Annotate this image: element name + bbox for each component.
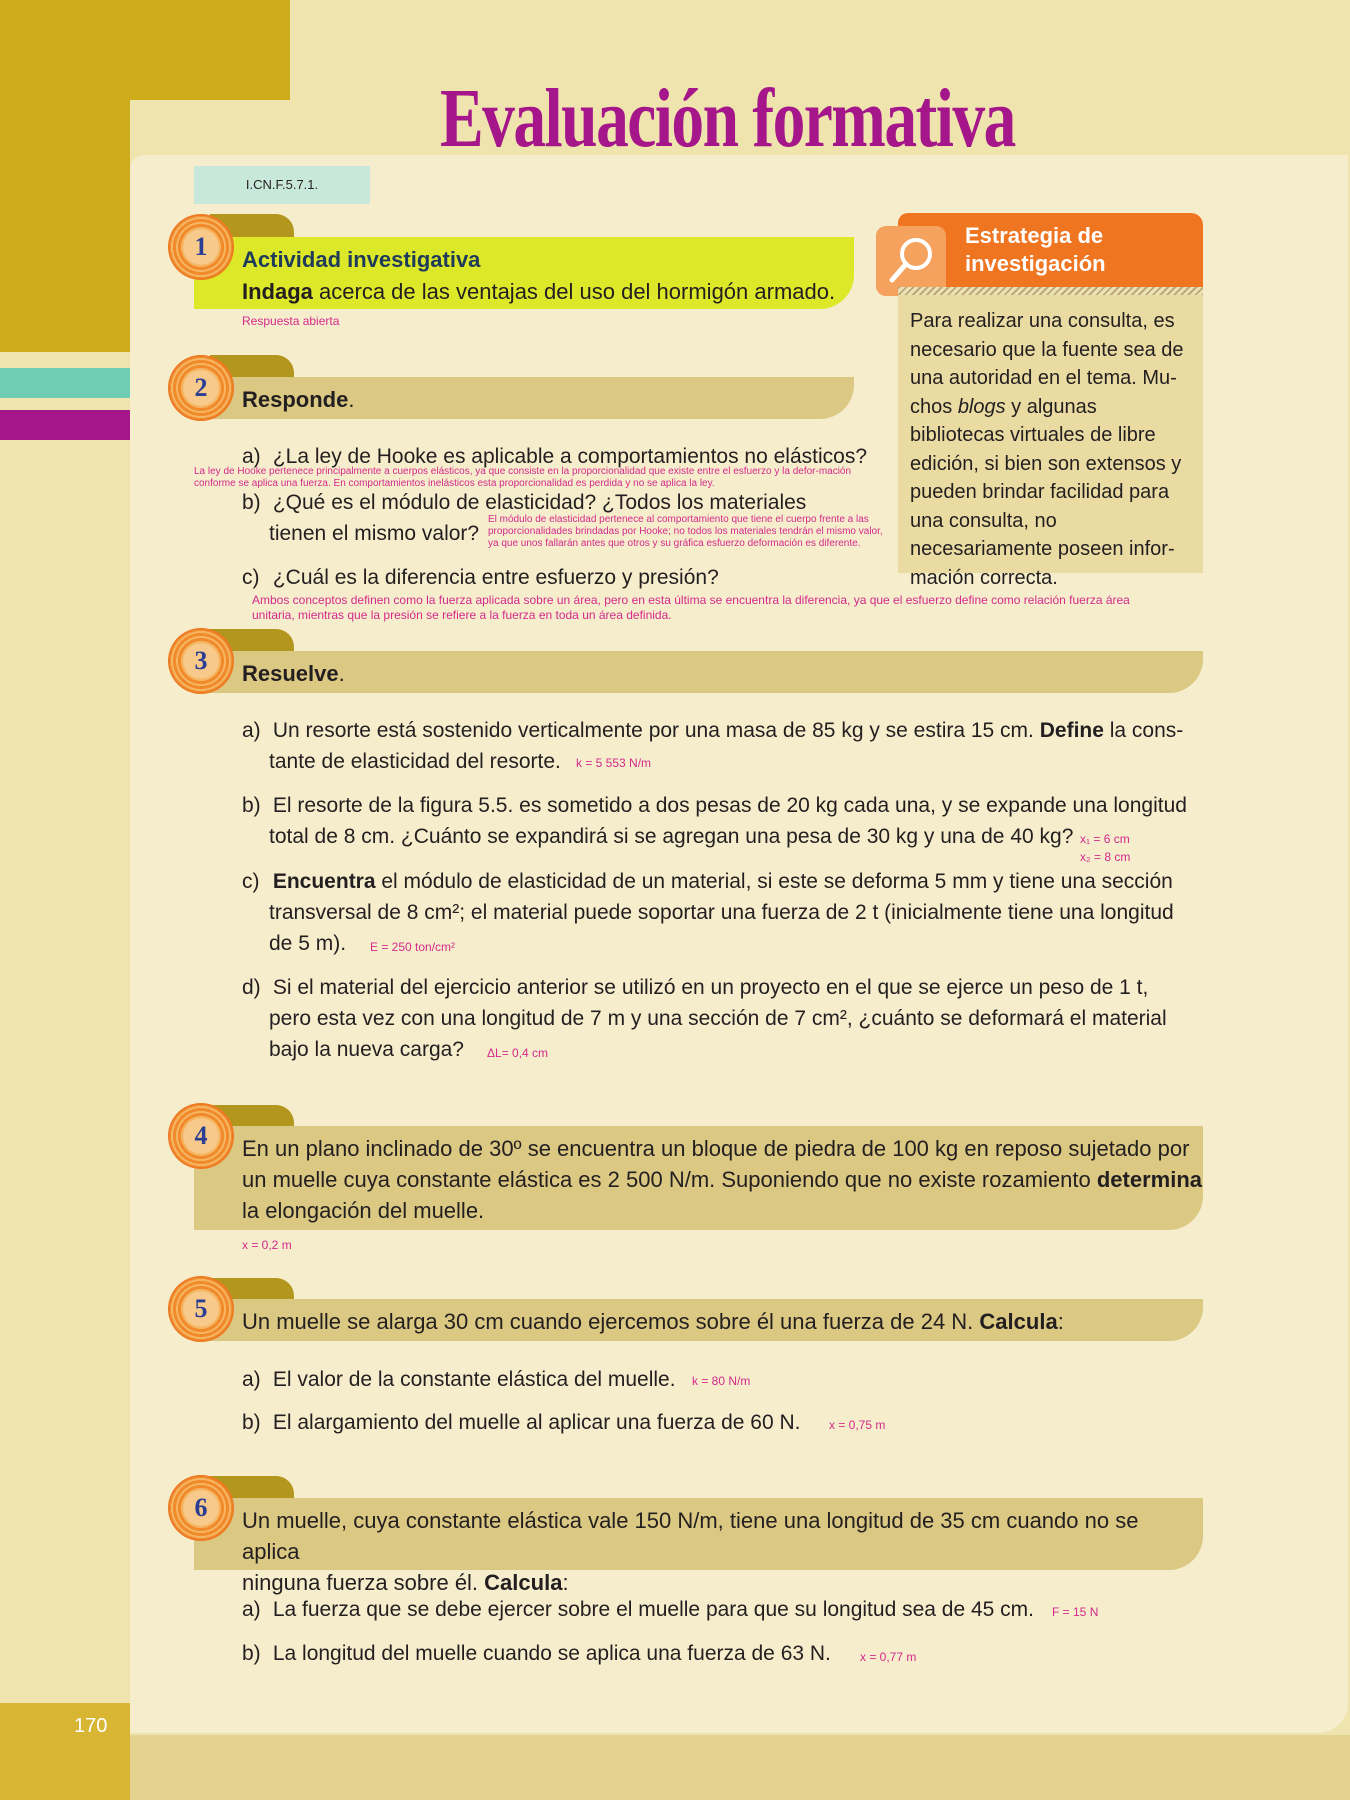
activity-1-instruction: Indaga acerca de las ventajas del uso del hormigón armado. [242,279,836,304]
activity-6-badge: 6 [170,1477,232,1539]
activity-4-text: En un plano inclinado de 30º se encuentra un bloque de piedra de 100 kg en reposo sujetado por un muelle cuya constante elástica es 2 500 N/m. Suponiendo que no existe rozamiento determina la elongación del muelle. [242,1136,1203,1223]
problem-3d: d) Si el material del ejercicio anterior se utilizó en un proyecto en el que se ejerce un peso de 1 t, [242,976,1149,999]
activity-4-badge: 4 [170,1105,232,1167]
answer-3a: k = 5 553 N/m [576,756,652,770]
activity-1-heading: Actividad investigativa [242,247,481,272]
strategy-text: Para realizar una consulta, es necesario que la fuente sea de una autoridad en el tema. Mu-chos blogs y algunas bibliotecas virtuales de libre edición, si bien son extensos y pueden brindar facilidad para una consulta, no necesariamente poseen infor-mación correcta. [910,310,1184,589]
problem-3b: b) El resorte de la figura 5.5. es sometido a dos pesas de 20 kg cada una, y se expande una longitud [242,794,1187,817]
answer-6b: x = 0,77 m [860,1650,917,1664]
answer-2a: La ley de Hooke pertenece principalmente a cuerpos elásticos, ya que consiste en la proporcionalidad que existe entre el esfuerzo y la defor-mación conforme se aplica una fuerza. En comportamientos inelásticos esta proporcionalidad es perdida y no se aplica la ley. [194,466,852,489]
problem-3d-cont: pero esta vez con una longitud de 7 m y una sección de 7 cm², ¿cuánto se deformará el material [269,1007,1167,1030]
answer-2c: Ambos conceptos definen como la fuerza aplicada sobre un área, pero en esta última se encuentra la diferencia, ya que el esfuerzo define como relación fuerza área unitaria, mientras que la presión se refiere a la fuerza en toda un área definida. [252,593,1130,622]
activity-6-text: Un muelle, cuya constante elástica vale 150 N/m, tiene una longitud de 35 cm cuando no se aplica ninguna fuerza sobre él. Calcula: [242,1508,1139,1595]
question-2a: a) ¿La ley de Hooke es aplicable a comportamientos no elásticos? [242,445,868,468]
page-title: Evaluación formativa [440,72,1015,165]
answer-3b-x2: x₂ = 8 cm [1080,850,1131,864]
activity-1-answer: Respuesta abierta [242,314,340,328]
problem-3a-cont: tante de elasticidad del resorte. [269,750,561,773]
answer-6a: F = 15 N [1052,1605,1099,1619]
problem-5b: b) El alargamiento del muelle al aplicar una fuerza de 60 N. [242,1411,801,1434]
problem-3c-cont: transversal de 8 cm²; el material puede soportar una fuerza de 2 t (inicialmente tiene una longitud [269,901,1174,924]
problem-5a: a) El valor de la constante elástica del muelle. [242,1368,676,1391]
activity-2-heading: Responde. [242,387,355,412]
question-2b: b) ¿Qué es el módulo de elasticidad? ¿Todos los materiales [242,491,807,514]
problem-3d-cont2: bajo la nueva carga? [269,1038,464,1061]
problem-6a: a) La fuerza que se debe ejercer sobre el muelle para que su longitud sea de 45 cm. [242,1598,1034,1621]
strategy-divider [898,287,1203,295]
teal-tab [0,368,130,398]
question-2b-cont: tienen el mismo valor? [269,522,480,545]
problem-6b: b) La longitud del muelle cuando se aplica una fuerza de 63 N. [242,1642,831,1665]
strategy-title: Estrategia de investigación [965,223,1106,276]
magnifier-icon [876,226,946,296]
problem-3b-cont: total de 8 cm. ¿Cuánto se expandirá si se agregan una pesa de 30 kg y una de 40 kg? [269,825,1074,848]
left-band [0,0,130,352]
activity-3-badge: 3 [170,630,232,692]
magenta-tab [0,410,130,440]
indicator-code: I.CN.F.5.7.1. [194,166,370,204]
answer-3c: E = 250 ton/cm² [370,940,456,954]
page-number-band [0,1703,130,1800]
answer-3d: ΔL= 0,4 cm [487,1046,549,1060]
activity-3-banner [194,651,1203,693]
answer-5a: k = 80 N/m [692,1374,751,1388]
activity-2-badge: 2 [170,357,232,419]
activity-1-badge: 1 [170,216,232,278]
answer-5b: x = 0,75 m [829,1418,886,1432]
problem-3c: c) Encuentra el módulo de elasticidad de un material, si este se deforma 5 mm y tiene una sección [242,870,1173,893]
activity-3-heading: Resuelve. [242,661,345,686]
problem-3a: a) Un resorte está sostenido verticalmente por una masa de 85 kg y se estira 15 cm. Define la cons- [242,719,1184,742]
page-number: 170 [74,1715,108,1737]
answer-3b-x1: x₁ = 6 cm [1080,832,1130,846]
question-2c: c) ¿Cuál es la diferencia entre esfuerzo y presión? [242,566,719,589]
problem-3c-cont2: de 5 m). [269,932,347,955]
answer-2b: El módulo de elasticidad pertenece al comportamiento que tiene el cuerpo frente a las proporcionalidades brindadas por Hooke; no todos los materiales tendrán el mismo valor, ya que unos fallarán antes que otros y su gráfica esfuerzo deformación es diferente. [488,514,883,549]
bottom-strip [130,1735,1350,1800]
answer-4: x = 0,2 m [242,1238,292,1252]
activity-5-badge: 5 [170,1278,232,1340]
activity-5-text: Un muelle se alarga 30 cm cuando ejercemos sobre él una fuerza de 24 N. Calcula: [242,1309,1064,1334]
